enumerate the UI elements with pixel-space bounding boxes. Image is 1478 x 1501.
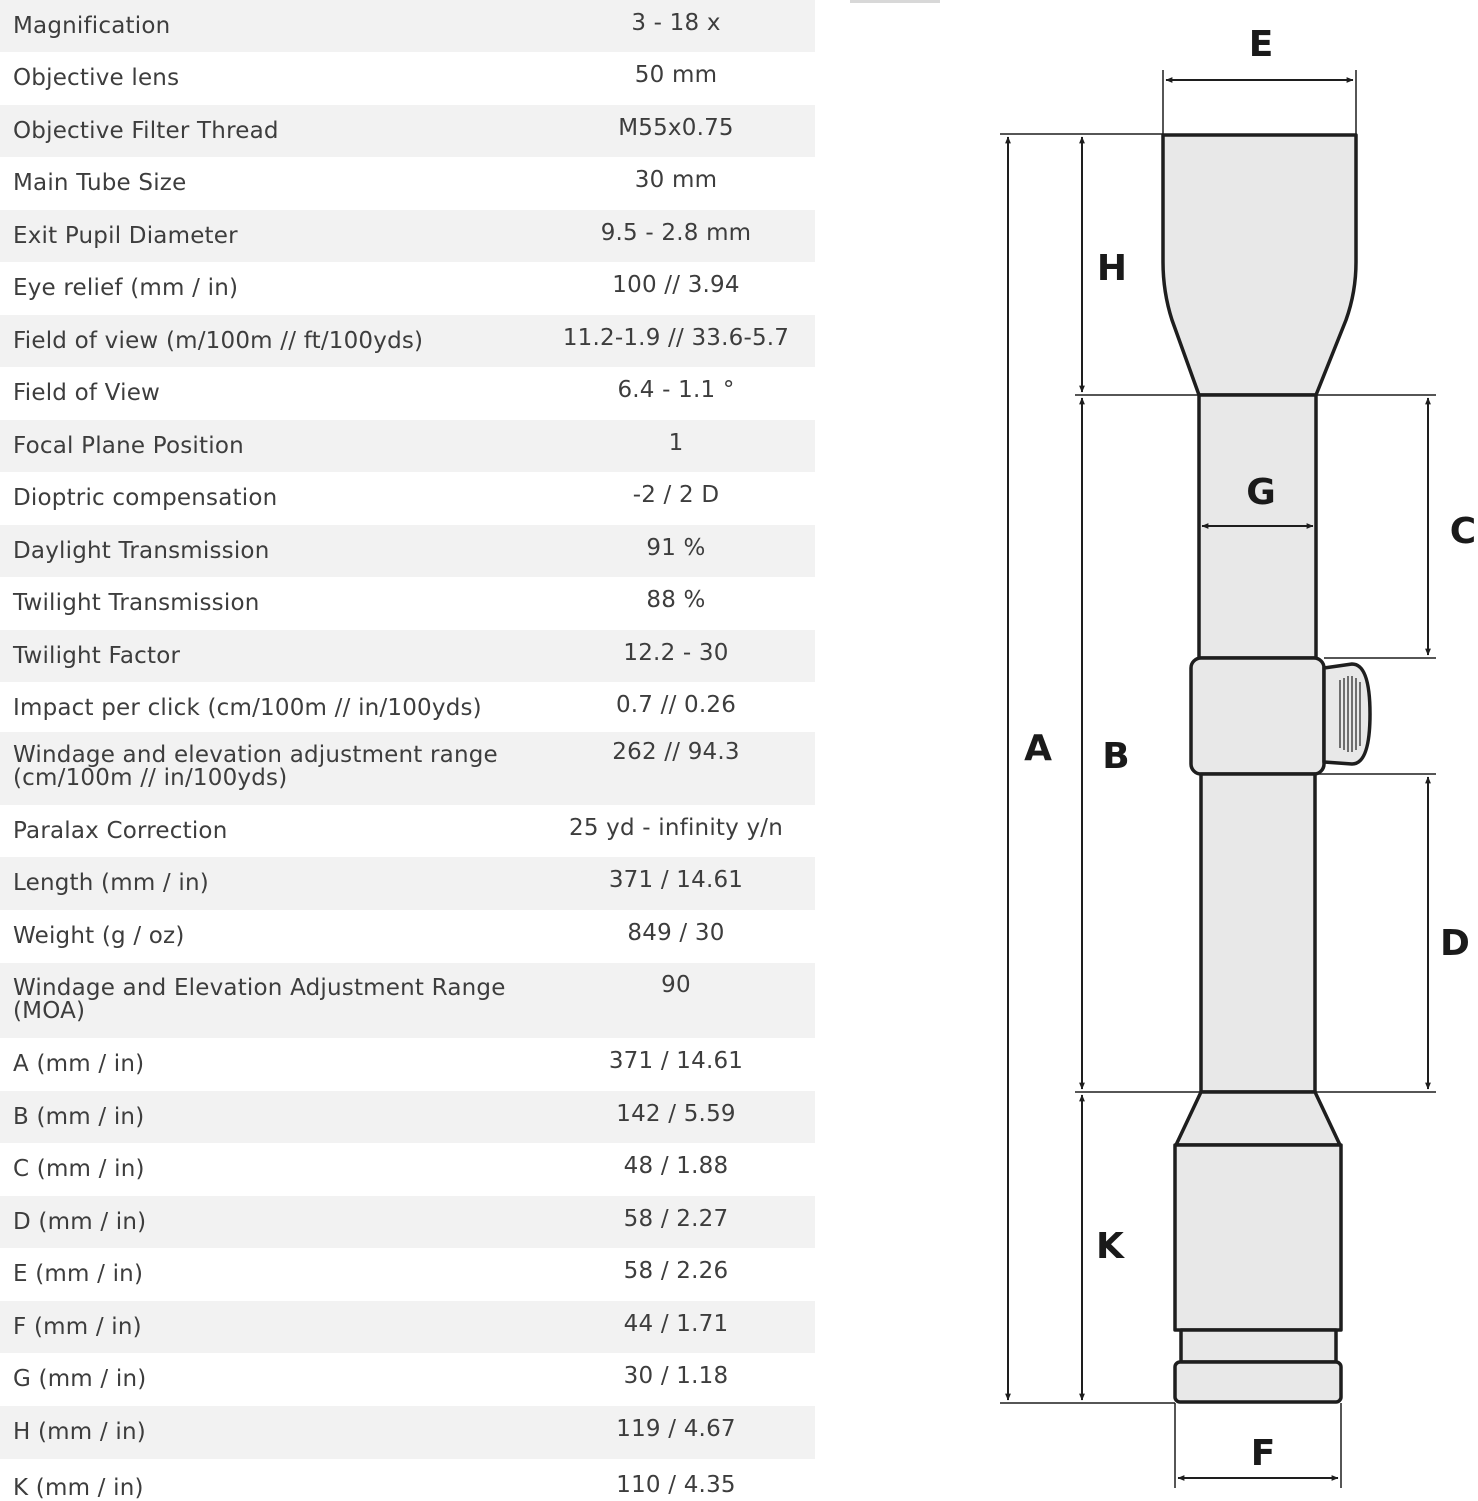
table-row bbox=[0, 732, 815, 805]
spec-label: H (mm / in) bbox=[13, 1419, 146, 1445]
spec-label: C (mm / in) bbox=[13, 1156, 145, 1182]
spec-label: Windage and Elevation Adjustment Range (MOA) bbox=[13, 975, 506, 1024]
spec-value: 58 / 2.27 bbox=[623, 1206, 729, 1232]
turret-saddle bbox=[1191, 658, 1324, 774]
eyepiece-end bbox=[1175, 1362, 1341, 1402]
table-row bbox=[0, 525, 815, 577]
table-row bbox=[0, 805, 815, 857]
spec-value: 9.5 - 2.8 mm bbox=[600, 220, 752, 246]
spec-value: 48 / 1.88 bbox=[623, 1153, 729, 1179]
spec-label: Twilight Factor bbox=[13, 643, 181, 669]
spec-label: E (mm / in) bbox=[13, 1261, 144, 1287]
spec-label: Twilight Transmission bbox=[13, 590, 260, 616]
table-row bbox=[0, 1353, 815, 1406]
spec-label: Eye relief (mm / in) bbox=[13, 275, 239, 301]
label-d: D bbox=[1440, 923, 1470, 964]
label-a: A bbox=[1024, 728, 1052, 769]
table-row bbox=[0, 1091, 815, 1143]
table-row bbox=[0, 1038, 815, 1091]
turret-knob bbox=[1324, 664, 1370, 764]
ocular-taper bbox=[1176, 1092, 1340, 1145]
table-row bbox=[0, 1463, 815, 1500]
spec-value: 11.2-1.9 // 33.6-5.7 bbox=[562, 325, 790, 351]
label-k: K bbox=[1096, 1226, 1124, 1267]
spec-label: Windage and elevation adjustment range (cm/100m // in/100yds) bbox=[13, 742, 498, 791]
spec-value: 119 / 4.67 bbox=[616, 1416, 736, 1442]
table-row bbox=[0, 1301, 815, 1353]
spec-label: K (mm / in) bbox=[13, 1475, 144, 1501]
table-row bbox=[0, 1248, 815, 1301]
scope-dimension-diagram bbox=[830, 0, 1478, 1500]
spec-label: Objective Filter Thread bbox=[13, 118, 279, 144]
top-divider bbox=[850, 0, 940, 3]
spec-value: -2 / 2 D bbox=[632, 482, 720, 508]
spec-label: Exit Pupil Diameter bbox=[13, 223, 238, 249]
spec-label: Objective lens bbox=[13, 65, 180, 91]
table-row bbox=[0, 1143, 815, 1196]
spec-value: 3 - 18 x bbox=[631, 10, 721, 36]
spec-label: G (mm / in) bbox=[13, 1366, 147, 1392]
table-row bbox=[0, 157, 815, 210]
table-row bbox=[0, 857, 815, 910]
spec-label: A (mm / in) bbox=[13, 1051, 145, 1077]
table-row bbox=[0, 420, 815, 472]
spec-label: Paralax Correction bbox=[13, 818, 228, 844]
spec-value: 0.7 // 0.26 bbox=[615, 692, 737, 718]
spec-label: Impact per click (cm/100m // in/100yds) bbox=[13, 695, 482, 721]
spec-value: M55x0.75 bbox=[618, 115, 734, 141]
table-row bbox=[0, 577, 815, 630]
spec-value: 262 // 94.3 bbox=[612, 739, 740, 765]
spec-value: 100 // 3.94 bbox=[612, 272, 740, 298]
table-row bbox=[0, 963, 815, 1038]
spec-label: Dioptric compensation bbox=[13, 485, 278, 511]
table-row bbox=[0, 262, 815, 315]
spec-label: Main Tube Size bbox=[13, 170, 187, 196]
spec-label: Weight (g / oz) bbox=[13, 923, 185, 949]
spec-value: 371 / 14.61 bbox=[608, 867, 744, 893]
spec-value: 110 / 4.35 bbox=[616, 1472, 736, 1498]
spec-value: 371 / 14.61 bbox=[608, 1048, 744, 1074]
spec-label: Field of view (m/100m // ft/100yds) bbox=[13, 328, 424, 354]
table-row bbox=[0, 630, 815, 682]
label-b: B bbox=[1102, 736, 1130, 777]
label-f: F bbox=[1250, 1433, 1276, 1474]
spec-label: Field of View bbox=[13, 380, 161, 406]
spec-value: 90 bbox=[661, 972, 691, 998]
table-row bbox=[0, 472, 815, 525]
spec-value: 58 / 2.26 bbox=[623, 1258, 729, 1284]
spec-label: F (mm / in) bbox=[13, 1314, 142, 1340]
table-row bbox=[0, 105, 815, 157]
label-h: H bbox=[1096, 248, 1128, 289]
spec-label: B (mm / in) bbox=[13, 1104, 145, 1130]
objective-bell bbox=[1163, 135, 1356, 395]
spec-value: 25 yd - infinity y/n bbox=[568, 815, 783, 841]
spec-value: 30 mm bbox=[634, 167, 718, 193]
table-row bbox=[0, 52, 815, 105]
spec-value: 50 mm bbox=[634, 62, 718, 88]
table-row bbox=[0, 210, 815, 262]
spec-value: 849 / 30 bbox=[627, 920, 725, 946]
lower-tube bbox=[1201, 774, 1315, 1092]
scope-body bbox=[1163, 135, 1370, 1402]
table-row bbox=[0, 367, 815, 420]
spec-value: 91 % bbox=[646, 535, 706, 561]
spec-value: 142 / 5.59 bbox=[616, 1101, 736, 1127]
label-g: G bbox=[1246, 472, 1276, 513]
spec-value: 30 / 1.18 bbox=[623, 1363, 729, 1389]
spec-value: 12.2 - 30 bbox=[623, 640, 729, 666]
table-row bbox=[0, 315, 815, 367]
ocular-housing bbox=[1175, 1145, 1341, 1330]
table-row bbox=[0, 910, 815, 963]
table-row bbox=[0, 1406, 815, 1459]
spec-label: D (mm / in) bbox=[13, 1209, 147, 1235]
spec-value: 88 % bbox=[646, 587, 706, 613]
spec-label: Magnification bbox=[13, 13, 171, 39]
spec-value: 6.4 - 1.1 ° bbox=[617, 377, 735, 403]
spec-value: 44 / 1.71 bbox=[623, 1311, 729, 1337]
eyepiece-ring bbox=[1181, 1330, 1336, 1362]
table-row bbox=[0, 1196, 815, 1248]
spec-label: Length (mm / in) bbox=[13, 870, 209, 896]
label-c: C bbox=[1449, 511, 1477, 552]
label-e: E bbox=[1248, 24, 1274, 65]
spec-label: Daylight Transmission bbox=[13, 538, 270, 564]
table-row bbox=[0, 682, 815, 732]
spec-value: 1 bbox=[668, 430, 684, 456]
spec-label: Focal Plane Position bbox=[13, 433, 244, 459]
table-row bbox=[0, 0, 815, 52]
